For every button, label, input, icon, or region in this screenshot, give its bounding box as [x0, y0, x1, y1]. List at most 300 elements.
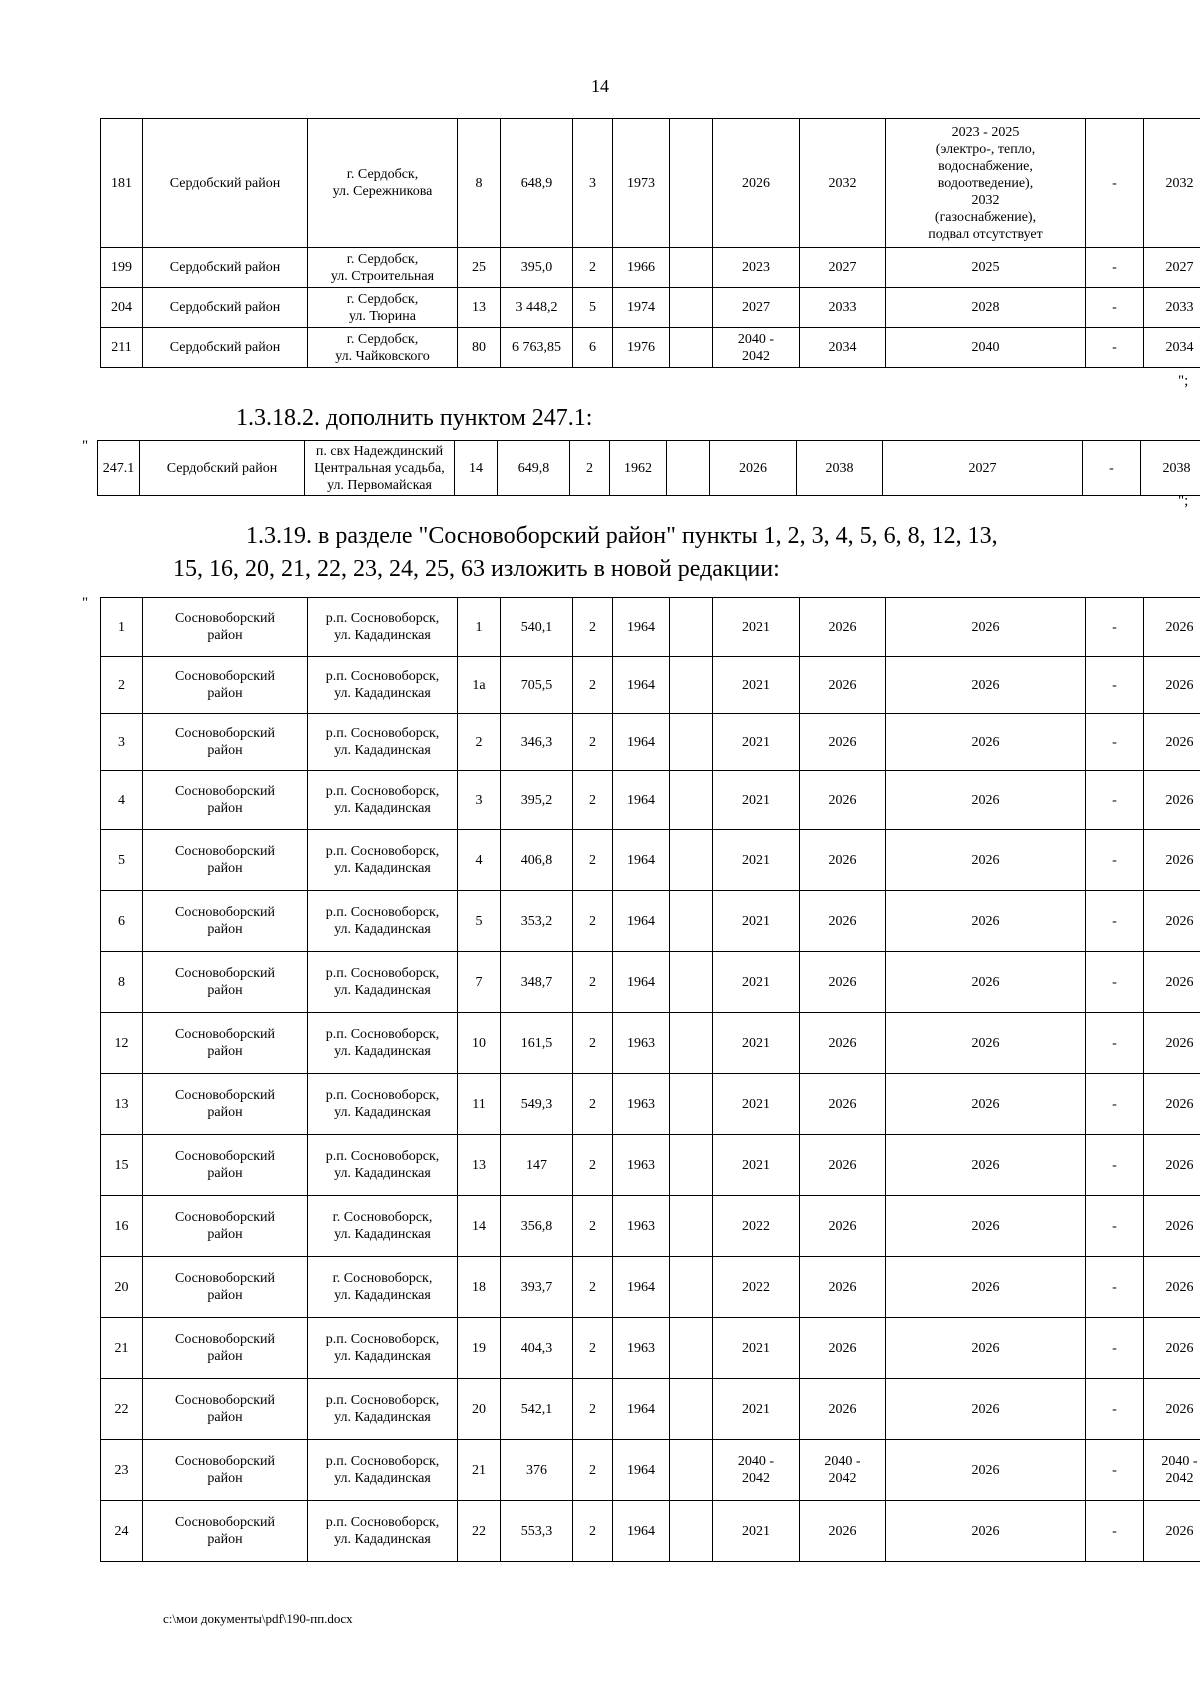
cell-floors: 2 [573, 714, 613, 771]
cell-year: 1964 [613, 952, 670, 1013]
cell-district: Сосновоборский район [143, 1013, 308, 1074]
cell-period-c: 2025 [886, 248, 1086, 288]
cell-floors: 2 [573, 598, 613, 657]
cell-period-d: - [1086, 328, 1144, 368]
cell-item-no: 247.1 [98, 441, 140, 496]
cell-house-no: 14 [455, 441, 498, 496]
cell-period-a: 2040 - 2042 [713, 328, 800, 368]
cell-address: р.п. Сосновоборск, ул. Кададинская [308, 1013, 458, 1074]
cell-address: р.п. Сосновоборск, ул. Кададинская [308, 598, 458, 657]
cell-period-e: 2026 [1144, 598, 1200, 657]
cell-item-no: 204 [101, 288, 143, 328]
heading-1-3-19-line1: 1.3.19. в разделе "Сосновоборский район" пункты 1, 2, 3, 4, 5, 6, 8, 12, 13, [246, 523, 998, 549]
cell-district: Сердобский район [140, 441, 305, 496]
cell-floors: 2 [573, 952, 613, 1013]
cell-period-a: 2021 [713, 1501, 800, 1562]
cell-house-no: 14 [458, 1196, 501, 1257]
cell-blank [670, 598, 713, 657]
cell-period-c: 2023 - 2025 (электро-, тепло, водоснабжение, водоотведение), 2032 (газоснабжение), подвал отсутствует [886, 119, 1086, 248]
cell-floors: 3 [573, 119, 613, 248]
table-row [101, 1501, 1200, 1562]
cell-year: 1963 [613, 1196, 670, 1257]
cell-item-no: 16 [101, 1196, 143, 1257]
table-row [101, 1379, 1200, 1440]
cell-period-b: 2026 [800, 1318, 886, 1379]
table-serdobsk-section [100, 118, 1200, 368]
cell-period-c: 2026 [886, 1257, 1086, 1318]
cell-area: 540,1 [501, 598, 573, 657]
closing-quote-1: "; [1178, 373, 1189, 389]
table-row [101, 328, 1200, 368]
cell-period-c: 2026 [886, 952, 1086, 1013]
cell-district: Сердобский район [143, 288, 308, 328]
cell-period-e: 2026 [1144, 1074, 1200, 1135]
cell-period-b: 2026 [800, 657, 886, 714]
table-row [101, 830, 1200, 891]
cell-period-e: 2034 [1144, 328, 1200, 368]
cell-address: р.п. Сосновоборск, ул. Кададинская [308, 714, 458, 771]
cell-period-c: 2026 [886, 771, 1086, 830]
cell-address: г. Сердобск, ул. Строительная [308, 248, 458, 288]
cell-area: 348,7 [501, 952, 573, 1013]
cell-period-e: 2026 [1144, 830, 1200, 891]
cell-district: Сосновоборский район [143, 771, 308, 830]
cell-year: 1963 [613, 1135, 670, 1196]
cell-period-a: 2021 [713, 657, 800, 714]
cell-district: Сосновоборский район [143, 1501, 308, 1562]
cell-period-b: 2026 [800, 1135, 886, 1196]
cell-period-c: 2026 [886, 1379, 1086, 1440]
opening-quote-3: " [82, 595, 89, 611]
cell-district: Сосновоборский район [143, 1318, 308, 1379]
cell-district: Сосновоборский район [143, 657, 308, 714]
cell-period-c: 2026 [886, 1135, 1086, 1196]
cell-period-d: - [1086, 598, 1144, 657]
cell-address: р.п. Сосновоборск, ул. Кададинская [308, 830, 458, 891]
cell-period-d: - [1086, 657, 1144, 714]
cell-period-d: - [1086, 714, 1144, 771]
cell-period-a: 2021 [713, 714, 800, 771]
cell-blank [670, 1013, 713, 1074]
cell-blank [670, 657, 713, 714]
cell-house-no: 5 [458, 891, 501, 952]
cell-period-a: 2026 [710, 441, 797, 496]
cell-year: 1974 [613, 288, 670, 328]
cell-area: 395,0 [501, 248, 573, 288]
cell-item-no: 181 [101, 119, 143, 248]
cell-item-no: 22 [101, 1379, 143, 1440]
cell-address: р.п. Сосновоборск, ул. Кададинская [308, 891, 458, 952]
cell-area: 406,8 [501, 830, 573, 891]
cell-area: 648,9 [501, 119, 573, 248]
cell-year: 1964 [613, 771, 670, 830]
cell-period-c: 2027 [883, 441, 1083, 496]
cell-item-no: 13 [101, 1074, 143, 1135]
cell-period-a: 2022 [713, 1196, 800, 1257]
cell-district: Сосновоборский район [143, 1440, 308, 1501]
cell-period-c: 2026 [886, 714, 1086, 771]
cell-house-no: 13 [458, 1135, 501, 1196]
cell-period-a: 2021 [713, 830, 800, 891]
cell-period-b: 2026 [800, 1196, 886, 1257]
cell-blank [670, 891, 713, 952]
cell-period-e: 2026 [1144, 1501, 1200, 1562]
closing-quote-2: "; [1178, 493, 1189, 509]
cell-address: р.п. Сосновоборск, ул. Кададинская [308, 1440, 458, 1501]
cell-address: р.п. Сосновоборск, ул. Кададинская [308, 1379, 458, 1440]
cell-period-c: 2026 [886, 891, 1086, 952]
cell-period-a: 2021 [713, 1135, 800, 1196]
cell-floors: 2 [573, 1257, 613, 1318]
cell-district: Сердобский район [143, 119, 308, 248]
table-row [101, 248, 1200, 288]
cell-house-no: 3 [458, 771, 501, 830]
cell-period-e: 2026 [1144, 1013, 1200, 1074]
cell-blank [670, 1318, 713, 1379]
cell-blank [670, 248, 713, 288]
cell-floors: 2 [573, 1013, 613, 1074]
cell-address: р.п. Сосновоборск, ул. Кададинская [308, 1318, 458, 1379]
cell-year: 1963 [613, 1013, 670, 1074]
cell-period-a: 2022 [713, 1257, 800, 1318]
cell-period-b: 2026 [800, 1257, 886, 1318]
cell-area: 553,3 [501, 1501, 573, 1562]
cell-blank [670, 1135, 713, 1196]
cell-house-no: 13 [458, 288, 501, 328]
cell-district: Сердобский район [143, 328, 308, 368]
cell-year: 1964 [613, 1501, 670, 1562]
cell-address: р.п. Сосновоборск, ул. Кададинская [308, 771, 458, 830]
cell-period-e: 2026 [1144, 657, 1200, 714]
cell-floors: 2 [573, 830, 613, 891]
cell-blank [670, 1074, 713, 1135]
cell-area: 6 763,85 [501, 328, 573, 368]
table-row [101, 891, 1200, 952]
cell-period-d: - [1086, 1257, 1144, 1318]
cell-item-no: 211 [101, 328, 143, 368]
cell-year: 1963 [613, 1318, 670, 1379]
cell-floors: 6 [573, 328, 613, 368]
cell-item-no: 6 [101, 891, 143, 952]
table-row [101, 714, 1200, 771]
cell-address: г. Сердобск, ул. Сережникова [308, 119, 458, 248]
cell-district: Сосновоборский район [143, 830, 308, 891]
cell-floors: 2 [573, 248, 613, 288]
cell-period-a: 2023 [713, 248, 800, 288]
cell-period-e: 2027 [1144, 248, 1200, 288]
cell-floors: 5 [573, 288, 613, 328]
cell-area: 3 448,2 [501, 288, 573, 328]
table-row [101, 1196, 1200, 1257]
heading-1-3-18-2: 1.3.18.2. дополнить пунктом 247.1: [236, 405, 593, 431]
table-row [101, 288, 1200, 328]
cell-item-no: 2 [101, 657, 143, 714]
cell-period-b: 2026 [800, 714, 886, 771]
cell-period-a: 2021 [713, 1013, 800, 1074]
cell-period-b: 2026 [800, 771, 886, 830]
cell-address: г. Сосновоборск, ул. Кададинская [308, 1257, 458, 1318]
cell-period-c: 2026 [886, 1196, 1086, 1257]
cell-period-c: 2040 [886, 328, 1086, 368]
cell-floors: 2 [573, 1074, 613, 1135]
cell-address: р.п. Сосновоборск, ул. Кададинская [308, 1074, 458, 1135]
cell-period-c: 2026 [886, 1013, 1086, 1074]
cell-district: Сосновоборский район [143, 1074, 308, 1135]
cell-period-a: 2021 [713, 1379, 800, 1440]
cell-period-b: 2027 [800, 248, 886, 288]
cell-address: г. Сердобск, ул. Чайковского [308, 328, 458, 368]
cell-year: 1964 [613, 1379, 670, 1440]
cell-district: Сосновоборский район [143, 714, 308, 771]
cell-year: 1964 [613, 714, 670, 771]
cell-year: 1964 [613, 598, 670, 657]
cell-period-d: - [1086, 1379, 1144, 1440]
cell-period-b: 2026 [800, 952, 886, 1013]
cell-house-no: 19 [458, 1318, 501, 1379]
cell-period-b: 2038 [797, 441, 883, 496]
cell-item-no: 5 [101, 830, 143, 891]
table-row [101, 1440, 1200, 1501]
cell-period-a: 2021 [713, 771, 800, 830]
cell-period-e: 2026 [1144, 771, 1200, 830]
cell-period-e: 2026 [1144, 1318, 1200, 1379]
cell-district: Сердобский район [143, 248, 308, 288]
cell-item-no: 8 [101, 952, 143, 1013]
table-sosnovoborsk-section [100, 597, 1200, 1562]
cell-period-b: 2026 [800, 1501, 886, 1562]
cell-year: 1964 [613, 891, 670, 952]
cell-area: 393,7 [501, 1257, 573, 1318]
cell-period-d: - [1086, 891, 1144, 952]
footer-file-path: c:\мои документы\pdf\190-пп.docx [163, 1611, 353, 1626]
cell-district: Сосновоборский район [143, 1257, 308, 1318]
cell-house-no: 25 [458, 248, 501, 288]
cell-area: 376 [501, 1440, 573, 1501]
cell-item-no: 15 [101, 1135, 143, 1196]
cell-item-no: 12 [101, 1013, 143, 1074]
cell-house-no: 10 [458, 1013, 501, 1074]
heading-1-3-19-line2: 15, 16, 20, 21, 22, 23, 24, 25, 63 изложить в новой редакции: [173, 556, 780, 582]
cell-item-no: 24 [101, 1501, 143, 1562]
cell-period-e: 2026 [1144, 714, 1200, 771]
cell-blank [670, 328, 713, 368]
cell-period-d: - [1086, 1440, 1144, 1501]
cell-period-c: 2026 [886, 657, 1086, 714]
cell-address: г. Сердобск, ул. Тюрина [308, 288, 458, 328]
cell-house-no: 21 [458, 1440, 501, 1501]
cell-year: 1973 [613, 119, 670, 248]
cell-address: п. свх Надеждинский Центральная усадьба, ул. Первомайская [305, 441, 455, 496]
cell-house-no: 1а [458, 657, 501, 714]
cell-period-e: 2026 [1144, 1196, 1200, 1257]
table-row [101, 1135, 1200, 1196]
cell-floors: 2 [573, 1135, 613, 1196]
cell-period-b: 2032 [800, 119, 886, 248]
cell-period-b: 2026 [800, 1013, 886, 1074]
cell-house-no: 4 [458, 830, 501, 891]
cell-floors: 2 [570, 441, 610, 496]
cell-period-e: 2026 [1144, 1257, 1200, 1318]
cell-house-no: 2 [458, 714, 501, 771]
cell-district: Сосновоборский район [143, 952, 308, 1013]
table-row [101, 119, 1200, 248]
cell-year: 1963 [613, 1074, 670, 1135]
cell-period-b: 2034 [800, 328, 886, 368]
cell-area: 353,2 [501, 891, 573, 952]
table-item-247-1 [97, 440, 1200, 496]
cell-blank [670, 952, 713, 1013]
cell-address: р.п. Сосновоборск, ул. Кададинская [308, 1501, 458, 1562]
cell-period-e: 2026 [1144, 952, 1200, 1013]
cell-period-c: 2026 [886, 598, 1086, 657]
cell-period-d: - [1086, 248, 1144, 288]
cell-period-b: 2033 [800, 288, 886, 328]
cell-house-no: 11 [458, 1074, 501, 1135]
cell-period-d: - [1083, 441, 1141, 496]
cell-period-d: - [1086, 1074, 1144, 1135]
cell-area: 404,3 [501, 1318, 573, 1379]
page-number: 14 [591, 76, 609, 96]
table-row [98, 441, 1200, 496]
cell-period-d: - [1086, 1318, 1144, 1379]
cell-blank [670, 1196, 713, 1257]
cell-period-c: 2026 [886, 1440, 1086, 1501]
cell-area: 346,3 [501, 714, 573, 771]
cell-year: 1964 [613, 1257, 670, 1318]
cell-address: р.п. Сосновоборск, ул. Кададинская [308, 952, 458, 1013]
cell-period-b: 2026 [800, 830, 886, 891]
cell-period-e: 2032 [1144, 119, 1200, 248]
cell-year: 1964 [613, 830, 670, 891]
cell-period-a: 2026 [713, 119, 800, 248]
cell-area: 161,5 [501, 1013, 573, 1074]
cell-house-no: 20 [458, 1379, 501, 1440]
cell-item-no: 3 [101, 714, 143, 771]
cell-period-e: 2026 [1144, 891, 1200, 952]
cell-period-d: - [1086, 830, 1144, 891]
cell-area: 356,8 [501, 1196, 573, 1257]
cell-blank [670, 1379, 713, 1440]
cell-item-no: 1 [101, 598, 143, 657]
cell-year: 1964 [613, 1440, 670, 1501]
cell-period-b: 2026 [800, 1379, 886, 1440]
cell-area: 549,3 [501, 1074, 573, 1135]
cell-period-d: - [1086, 1501, 1144, 1562]
cell-house-no: 1 [458, 598, 501, 657]
cell-area: 705,5 [501, 657, 573, 714]
cell-year: 1966 [613, 248, 670, 288]
cell-period-e: 2040 - 2042 [1144, 1440, 1200, 1501]
cell-house-no: 22 [458, 1501, 501, 1562]
cell-district: Сосновоборский район [143, 1135, 308, 1196]
cell-period-a: 2021 [713, 952, 800, 1013]
cell-period-a: 2021 [713, 891, 800, 952]
table-row [101, 598, 1200, 657]
cell-blank [670, 771, 713, 830]
cell-period-c: 2026 [886, 1074, 1086, 1135]
cell-floors: 2 [573, 1196, 613, 1257]
cell-address: р.п. Сосновоборск, ул. Кададинская [308, 657, 458, 714]
cell-period-d: - [1086, 1196, 1144, 1257]
cell-floors: 2 [573, 1318, 613, 1379]
cell-period-c: 2028 [886, 288, 1086, 328]
cell-item-no: 23 [101, 1440, 143, 1501]
cell-house-no: 80 [458, 328, 501, 368]
table-row [101, 1257, 1200, 1318]
cell-period-a: 2040 - 2042 [713, 1440, 800, 1501]
table-row [101, 952, 1200, 1013]
cell-floors: 2 [573, 1501, 613, 1562]
cell-item-no: 21 [101, 1318, 143, 1379]
cell-floors: 2 [573, 1379, 613, 1440]
cell-period-c: 2026 [886, 1318, 1086, 1379]
cell-area: 147 [501, 1135, 573, 1196]
cell-period-a: 2021 [713, 1318, 800, 1379]
cell-period-c: 2026 [886, 830, 1086, 891]
cell-item-no: 20 [101, 1257, 143, 1318]
cell-address: р.п. Сосновоборск, ул. Кададинская [308, 1135, 458, 1196]
cell-floors: 2 [573, 771, 613, 830]
cell-blank [667, 441, 710, 496]
cell-floors: 2 [573, 1440, 613, 1501]
cell-blank [670, 1440, 713, 1501]
cell-period-d: - [1086, 952, 1144, 1013]
cell-address: г. Сосновоборск, ул. Кададинская [308, 1196, 458, 1257]
cell-period-d: - [1086, 1013, 1144, 1074]
cell-floors: 2 [573, 891, 613, 952]
opening-quote-2: " [82, 438, 89, 454]
cell-area: 395,2 [501, 771, 573, 830]
cell-house-no: 7 [458, 952, 501, 1013]
cell-year: 1962 [610, 441, 667, 496]
cell-period-a: 2027 [713, 288, 800, 328]
cell-period-b: 2026 [800, 1074, 886, 1135]
cell-period-e: 2038 [1141, 441, 1200, 496]
cell-period-d: - [1086, 1135, 1144, 1196]
cell-year: 1976 [613, 328, 670, 368]
cell-period-b: 2026 [800, 598, 886, 657]
cell-period-b: 2026 [800, 891, 886, 952]
table-row [101, 1074, 1200, 1135]
cell-period-a: 2021 [713, 598, 800, 657]
cell-blank [670, 714, 713, 771]
cell-district: Сосновоборский район [143, 1379, 308, 1440]
cell-period-c: 2026 [886, 1501, 1086, 1562]
cell-period-a: 2021 [713, 1074, 800, 1135]
cell-house-no: 18 [458, 1257, 501, 1318]
table-row [101, 657, 1200, 714]
cell-blank [670, 1257, 713, 1318]
cell-blank [670, 830, 713, 891]
cell-floors: 2 [573, 657, 613, 714]
table-row [101, 771, 1200, 830]
cell-year: 1964 [613, 657, 670, 714]
cell-item-no: 199 [101, 248, 143, 288]
cell-blank [670, 119, 713, 248]
cell-period-d: - [1086, 771, 1144, 830]
cell-blank [670, 288, 713, 328]
cell-period-e: 2026 [1144, 1135, 1200, 1196]
cell-area: 542,1 [501, 1379, 573, 1440]
cell-period-b: 2040 - 2042 [800, 1440, 886, 1501]
table-row [101, 1318, 1200, 1379]
cell-item-no: 4 [101, 771, 143, 830]
table-row [101, 1013, 1200, 1074]
cell-area: 649,8 [498, 441, 570, 496]
cell-district: Сосновоборский район [143, 1196, 308, 1257]
cell-period-d: - [1086, 288, 1144, 328]
cell-district: Сосновоборский район [143, 598, 308, 657]
